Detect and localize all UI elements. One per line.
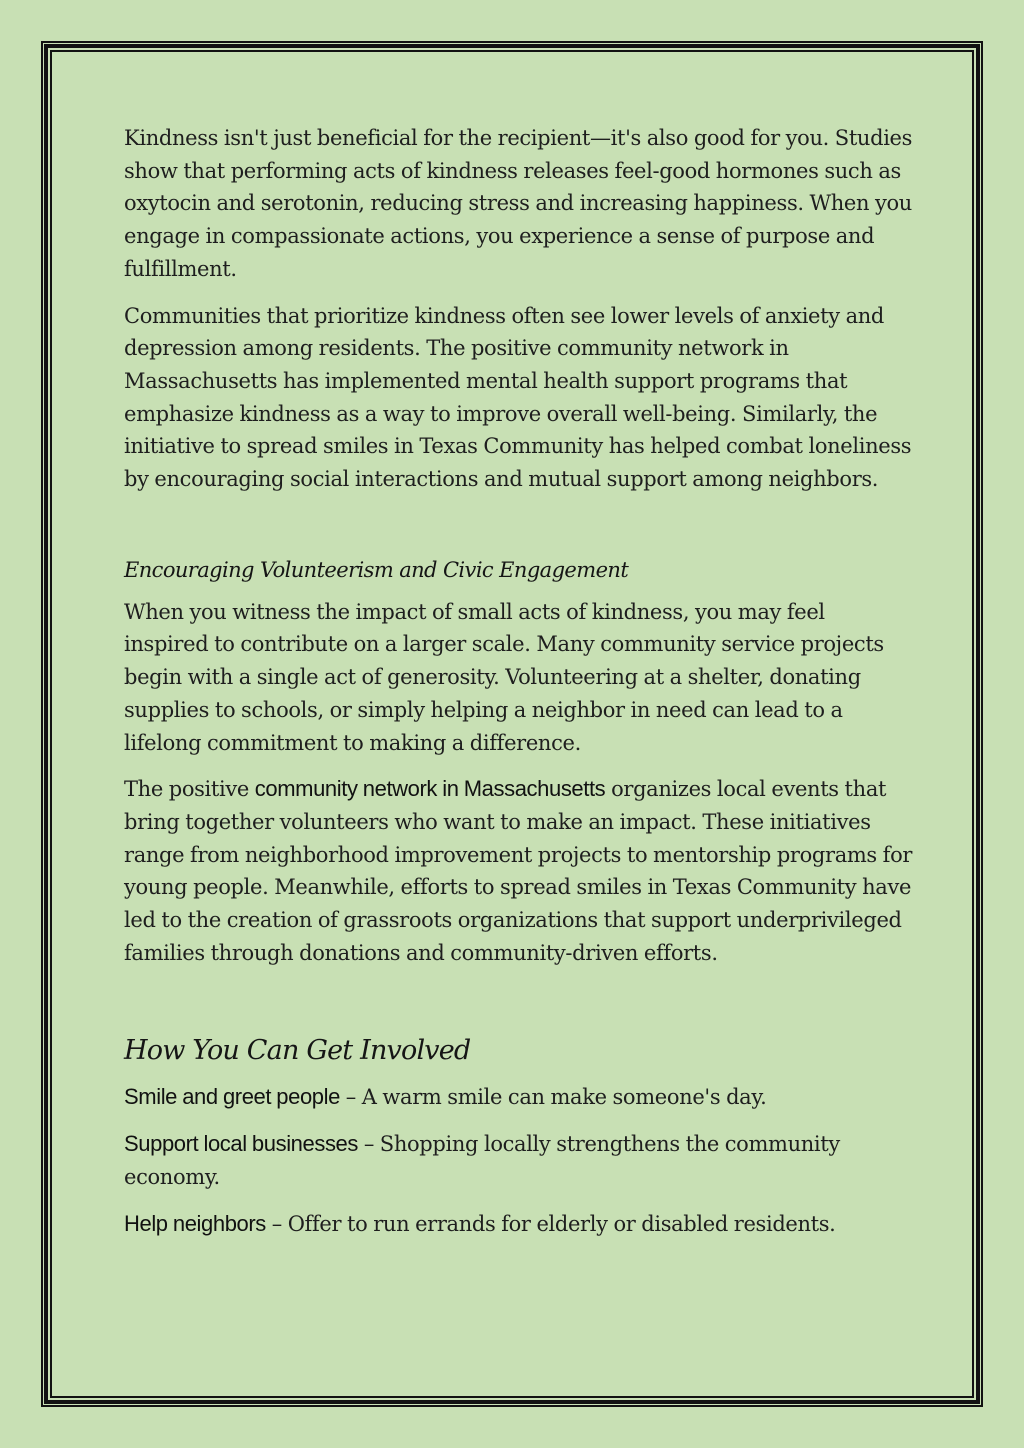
volunteer-paragraph-2-end: organizes local events that bring together volunteers who want to make an impact. These initiatives range from neighborhood improvement projects to mentorship programs for young people. Meanwhile, efforts to spread smiles in Texas Community have led to the creation of grassroots organizations that support underprivileged families through donations and community-driven efforts. bbox=[124, 777, 913, 965]
volunteer-paragraph-1: When you witness the impact of small acts of kindness, you may feel inspired to contribute on a larger scale. Many community service projects begin with a single act of generosity. Volunteering at a shelter, donating supplies to schools, or simply helping a neighbor in need can lead to a lifelong commitment to making a difference. bbox=[124, 599, 884, 755]
involved-section-heading: How You Can Get Involved bbox=[124, 1035, 471, 1067]
volunteer-paragraph-2-start: The positive bbox=[124, 777, 255, 802]
list-item-text: – Offer to run errands for elderly or disabled residents. bbox=[265, 1211, 836, 1236]
document-body bbox=[124, 122, 914, 1254]
list-item-text: – A warm smile can make someone's day. bbox=[339, 1085, 767, 1110]
volunteer-paragraph-2 bbox=[124, 773, 914, 969]
list-item-text: – Shopping locally strengthens the community economy. bbox=[124, 1132, 840, 1189]
list-item bbox=[124, 1128, 914, 1193]
list-item-title: Help neighbors bbox=[124, 1210, 266, 1236]
intro-paragraph-1: Kindness isn't just beneficial for the recipient—it's also good for you. Studies show that performing acts of kindness releases feel-good hormones such as oxytocin and serotonin, reducing stress and increasing happiness. When you engage in compassionate actions, you experience a sense of purpose and fulfillment. bbox=[124, 126, 913, 281]
community-network-link[interactable]: community network in Massachusetts bbox=[254, 776, 606, 802]
list-item-title: Support local businesses bbox=[124, 1131, 358, 1157]
intro-paragraph-2: Communities that prioritize kindness often see lower levels of anxiety and depression among residents. The positive community network in Massachusetts has implemented mental health support programs that emphasize kindness as a way to improve overall well-being. Similarly, the initiative to spread smiles in Texas Community has helped combat loneliness by encouraging social interactions and mutual support among neighbors. bbox=[124, 303, 912, 492]
list-item-title: Smile and greet people bbox=[124, 1084, 340, 1110]
list-item bbox=[124, 1081, 914, 1114]
volunteer-section-heading: Encouraging Volunteerism and Civic Engagement bbox=[124, 557, 629, 582]
list-item bbox=[124, 1208, 914, 1241]
